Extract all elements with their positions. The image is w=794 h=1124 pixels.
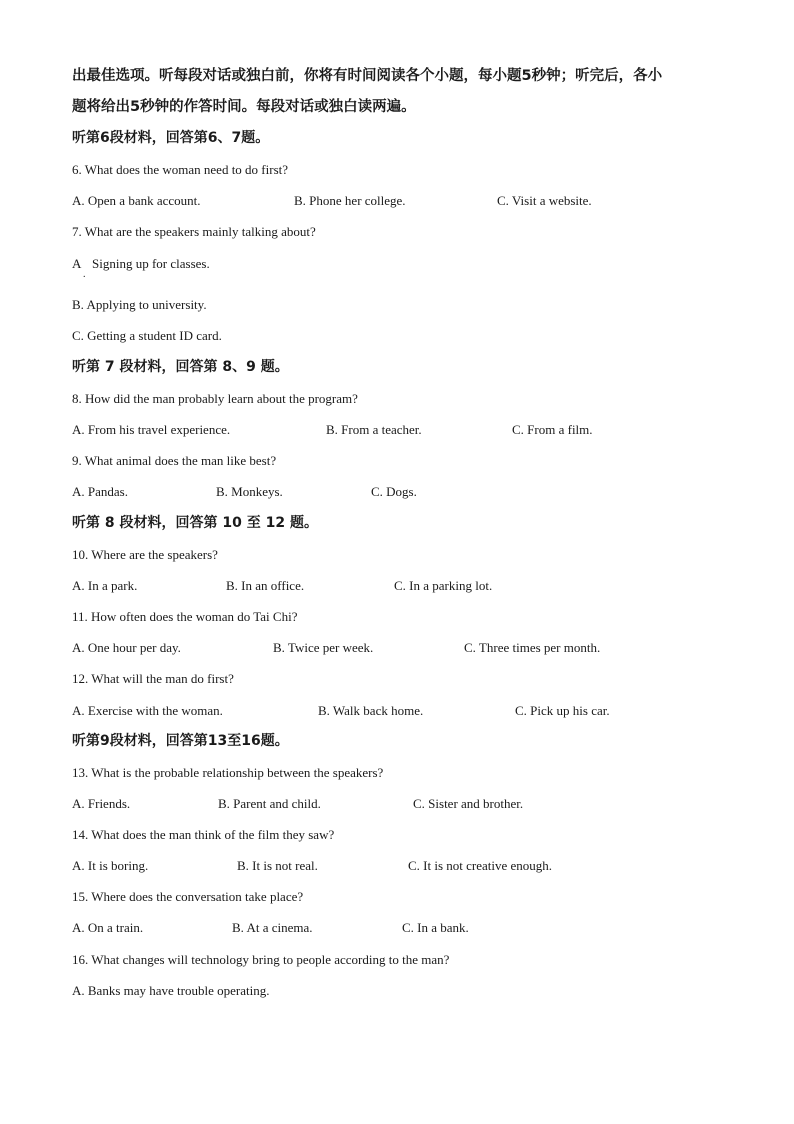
q7-option-c: C. Getting a student ID card. [72, 328, 222, 343]
q8-option-a: A. From his travel experience. [72, 422, 231, 437]
q7-option-a-dot: . [83, 269, 86, 280]
q13-option-a: A. Friends. [72, 796, 131, 811]
instructions-line-1: 出最佳选项。听每段对话或独白前，你将有时间阅读各个小题，每小题5秒钟；听完后，各小 [72, 68, 663, 84]
q11-option-b: B. Twice per week. [273, 640, 374, 655]
question-14: 14. What does the man think of the film they saw? [72, 827, 335, 842]
q9-option-b: B. Monkeys. [216, 484, 283, 499]
q11-option-a: A. One hour per day. [72, 640, 181, 655]
question-13: 13. What is the probable relationship between the speakers? [72, 765, 384, 780]
question-8: 8. How did the man probably learn about the program? [72, 391, 358, 406]
section-heading-9: 听第9段材料，回答第13至16题。 [72, 733, 289, 749]
q15-option-b: B. At a cinema. [232, 920, 313, 935]
section-heading-6: 听第6段材料，回答第6、7题。 [72, 130, 270, 146]
q9-option-a: A. Pandas. [72, 484, 128, 499]
q7-option-b: B. Applying to university. [72, 297, 207, 312]
question-11: 11. How often does the woman do Tai Chi? [72, 609, 298, 624]
question-15: 15. Where does the conversation take place? [72, 889, 304, 904]
q16-option-a: A. Banks may have trouble operating. [72, 983, 270, 998]
q8-option-b: B. From a teacher. [326, 422, 422, 437]
section-heading-7: 听第 7 段材料，回答第 8、9 题。 [72, 359, 289, 375]
q13-option-c: C. Sister and brother. [413, 796, 524, 811]
question-10: 10. Where are the speakers? [72, 547, 218, 562]
q10-option-b: B. In an office. [226, 578, 305, 593]
q8-option-c: C. From a film. [512, 422, 593, 437]
question-12: 12. What will the man do first? [72, 671, 234, 686]
q15-option-c: C. In a bank. [402, 920, 469, 935]
q6-option-b: B. Phone her college. [294, 193, 406, 208]
section-heading-8: 听第 8 段材料，回答第 10 至 12 题。 [72, 515, 318, 531]
q14-option-c: C. It is not creative enough. [408, 858, 553, 873]
q6-option-c: C. Visit a website. [497, 193, 592, 208]
q9-option-c: C. Dogs. [371, 484, 417, 499]
question-6: 6. What does the woman need to do first? [72, 162, 289, 177]
question-16: 16. What changes will technology bring to people according to the man? [72, 952, 450, 967]
q12-option-a: A. Exercise with the woman. [72, 703, 223, 718]
q7-option-a-text: Signing up for classes. [92, 256, 210, 271]
q12-option-c: C. Pick up his car. [515, 703, 610, 718]
q12-option-b: B. Walk back home. [318, 703, 424, 718]
q13-option-b: B. Parent and child. [218, 796, 321, 811]
q14-option-b: B. It is not real. [237, 858, 318, 873]
q7-option-a-letter: A [72, 256, 82, 271]
question-7: 7. What are the speakers mainly talking about? [72, 224, 316, 239]
q6-option-a: A. Open a bank account. [72, 193, 201, 208]
q10-option-c: C. In a parking lot. [394, 578, 493, 593]
instructions-line-2: 题将给出5秒钟的作答时间。每段对话或独白读两遍。 [72, 99, 416, 115]
q11-option-c: C. Three times per month. [464, 640, 601, 655]
q15-option-a: A. On a train. [72, 920, 144, 935]
question-9: 9. What animal does the man like best? [72, 453, 277, 468]
q10-option-a: A. In a park. [72, 578, 138, 593]
q14-option-a: A. It is boring. [72, 858, 149, 873]
